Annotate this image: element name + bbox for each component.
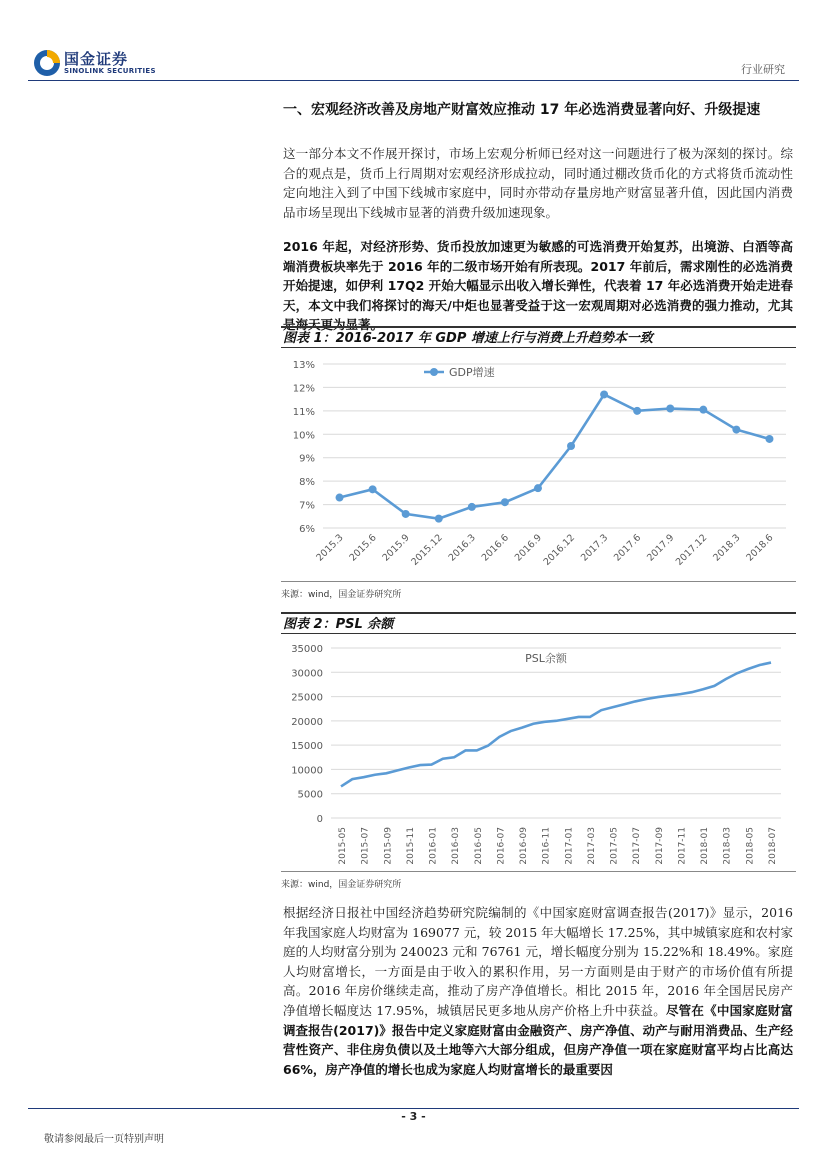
y-tick-label: 8%: [299, 477, 315, 489]
x-tick-label: 2018-07: [768, 827, 778, 865]
x-tick-label: 2016.12: [541, 532, 578, 568]
y-tick-label: 6%: [299, 524, 315, 535]
y-tick-label: 11%: [292, 406, 315, 418]
x-tick-label: 2018.3: [711, 532, 743, 564]
x-tick-label: 2016.6: [479, 532, 512, 564]
y-tick-label: 10%: [292, 430, 315, 442]
paragraph-highlight: 2016 年起，对经济形势、货币投放加速更为敏感的可选消费开始复苏，出境游、白酒等高端消费板块率先于 2016 年的二级市场开始有所表现。2017 年前后，需求刚性的必选消费开始提速，如伊利 17Q2 开始大幅显示出收入增长弹性，代表着 17 年必选消费开始走进春天，本文中我们将探讨的海天/中炬也显著受益于这一宏观周期对必选消费的强力推动，尤其是海天更为显著。: [283, 239, 793, 332]
section-heading: 一、宏观经济改善及房地产财富效应推动 17 年必选消费显著向好、升级提速: [283, 102, 761, 118]
x-tick-label: 2018-01: [700, 827, 711, 865]
y-tick-label: 35000: [291, 644, 323, 655]
y-tick-label: 30000: [291, 668, 323, 680]
y-tick-label: 5000: [297, 789, 323, 801]
data-point: [501, 498, 509, 506]
disclaimer-note: 敬请参阅最后一页特别声明: [44, 1134, 164, 1145]
data-point: [402, 510, 410, 518]
figure-2-title: 图表 2：PSL 余额: [281, 612, 796, 634]
paragraph-intro: 这一部分本文不作展开探讨，市场上宏观分析师已经对这一问题进行了极为深刻的探讨。综合的观点是，货币上行周期对宏观经济形成拉动，同时通过棚改货币化的方式将货币流动性定向地注入到了中国下线城市家庭中，同时亦带动存量房地产财富显著升值，因此国内消费品市场呈现出下线城市显著的消费升级加速现象。: [283, 146, 793, 220]
y-tick-label: 15000: [291, 741, 323, 753]
x-tick-label: 2016-01: [428, 827, 439, 865]
figure-1-divider: [281, 581, 796, 582]
y-tick-label: 9%: [299, 453, 315, 465]
y-tick-label: 10000: [291, 765, 323, 777]
data-point: [600, 390, 608, 398]
y-tick-label: 0: [316, 814, 323, 825]
x-tick-label: 2015-09: [383, 827, 394, 865]
data-point: [567, 442, 575, 450]
data-point: [732, 426, 740, 434]
data-point: [765, 435, 773, 443]
x-tick-label: 2016-09: [519, 827, 530, 865]
report-category: 行业研究: [741, 63, 785, 76]
x-tick-label: 2018.6: [744, 532, 776, 564]
x-tick-label: 2015.12: [409, 532, 445, 568]
x-tick-label: 2015-11: [405, 827, 416, 865]
y-tick-label: 20000: [291, 716, 323, 728]
x-tick-label: 2016.9: [512, 532, 545, 564]
x-tick-label: 2015-07: [360, 827, 371, 865]
chart-title: PSL余额: [525, 652, 567, 665]
paragraph-household-wealth: [283, 903, 793, 1079]
x-tick-label: 2018-03: [722, 827, 733, 865]
paragraph-bold-text: 尽管在《中国家庭财富调查报告(2017)》报告中定义家庭财富由金融资产、房产净值、动产与耐用消费品、生产经营性资产、非住房负债以及土地等六大部分组成，但房产净值一项在家庭财富平均占比高达 66%，房产净值的增长也成为家庭人均财富增长的最重要因: [283, 1002, 793, 1077]
x-tick-label: 2017.12: [673, 532, 710, 568]
x-tick-label: 2015-05: [338, 827, 348, 865]
x-tick-label: 2017.3: [578, 532, 611, 564]
data-point: [534, 484, 542, 492]
x-tick-label: 2017-01: [564, 827, 575, 865]
x-tick-label: 2016-05: [473, 827, 484, 865]
x-tick-label: 2017-05: [609, 827, 620, 865]
company-logo-icon: [33, 49, 61, 77]
page-number: - 3 -: [401, 1110, 426, 1123]
figure-1-source: 来源：wind，国金证券研究所: [281, 590, 402, 600]
paragraph-normal-text: 根据经济日报社中国经济趋势研究院编制的《中国家庭财富调查报告(2017)》显示，2016 年我国家庭人均财富为 169077 元，较 2015 年大幅增长 17.25%，其中城镇家庭和农村家庭的人均财富分别为 240023 元和 76761 元，增长幅度分别为 15.22%和 18.49%。家庭人均财富增长，一方面是由于收入的累积作用，另一方面则是由于财产的市场价值有所提高。2016 年房价继续走高，推动了房产净值增长。相比 2015 年，2016 年全国居民房产净值增长幅度达 17.95%，城镇居民更多地从房产价格上升中获益。: [283, 905, 793, 1018]
x-tick-label: 2015.9: [380, 532, 412, 564]
y-tick-label: 13%: [292, 360, 315, 371]
header-divider: [28, 80, 799, 81]
gdp-growth-chart: [281, 350, 796, 582]
y-tick-label: 7%: [299, 500, 315, 512]
x-tick-label: 2017.6: [612, 532, 644, 564]
x-tick-label: 2017-09: [654, 827, 665, 865]
y-tick-label: 25000: [291, 692, 323, 704]
logo-text-cn: 国金证券: [64, 50, 129, 68]
x-tick-label: 2017-07: [632, 827, 643, 865]
logo-text-en: SINOLINK SECURITIES: [64, 67, 156, 75]
figure-2-source: 来源：wind，国金证券研究所: [281, 880, 402, 890]
footer-divider: [28, 1108, 799, 1109]
x-tick-label: 2017.9: [645, 532, 677, 564]
data-point: [336, 494, 344, 502]
x-tick-label: 2015.3: [314, 532, 346, 564]
figure-1-title: 图表 1：2016-2017 年 GDP 增速上行与消费上升趋势本一致: [281, 326, 796, 348]
x-tick-label: 2016.3: [446, 532, 478, 564]
figure-2-divider: [281, 871, 796, 872]
psl-balance-chart: [281, 636, 796, 872]
legend-label: GDP增速: [449, 366, 495, 379]
data-point: [435, 515, 443, 523]
x-tick-label: 2016-11: [541, 827, 552, 865]
legend-marker: [430, 368, 438, 376]
data-point: [468, 503, 476, 511]
x-tick-label: 2018-05: [745, 827, 756, 865]
y-tick-label: 12%: [292, 383, 315, 395]
data-point: [699, 406, 707, 414]
x-tick-label: 2016-07: [496, 827, 507, 865]
x-tick-label: 2015.6: [347, 532, 379, 564]
data-point: [666, 405, 674, 413]
x-tick-label: 2017-03: [586, 827, 597, 865]
x-tick-label: 2017-11: [677, 827, 688, 865]
x-tick-label: 2016-03: [451, 827, 462, 865]
data-point: [633, 407, 641, 415]
series-line-psl: [341, 663, 771, 787]
data-point: [369, 485, 377, 493]
